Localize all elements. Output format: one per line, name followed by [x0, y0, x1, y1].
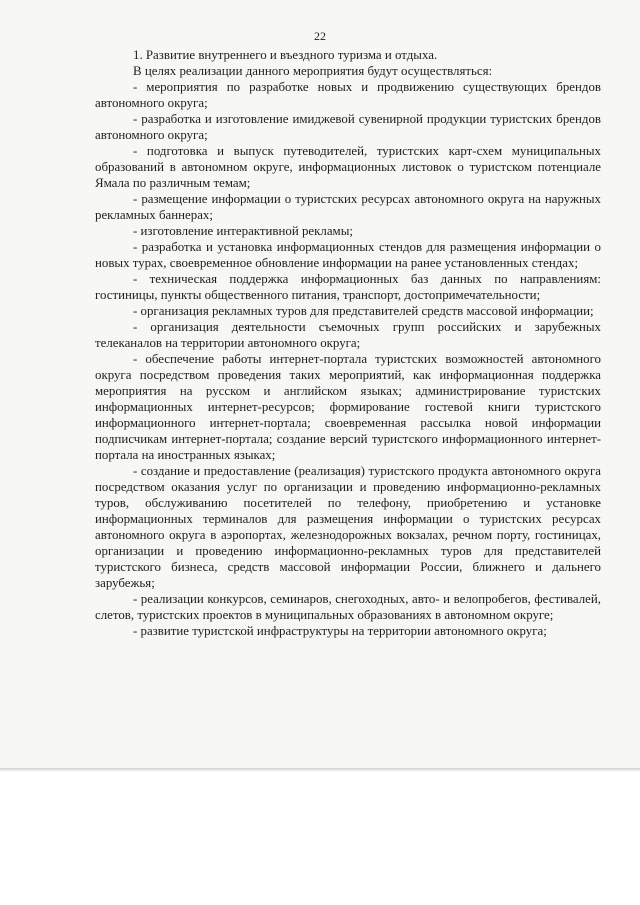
paragraph: - развитие туристской инфраструктуры на территории автономного округа; — [133, 624, 547, 638]
document-body — [95, 47, 601, 639]
paragraph: - мероприятия по разработке новых и продвижению существующих брендов автономного округа; — [95, 80, 601, 110]
paragraph: - техническая поддержка информационных баз данных по направлениям: гостиницы, пункты общественного питания, транспорт, достопримечательности; — [95, 272, 601, 302]
scan-edge — [0, 768, 640, 772]
page-number: 22 — [314, 29, 326, 43]
paragraph: - подготовка и выпуск путеводителей, туристских карт-схем муниципальных образований в автономном округе, информационных листовок о туристском потенциале Ямала по различным темам; — [95, 144, 601, 190]
paragraph: - изготовление интерактивной рекламы; — [133, 224, 353, 238]
paragraph: - организация рекламных туров для представителей средств массовой информации; — [133, 304, 594, 318]
paragraph: - реализации конкурсов, семинаров, снегоходных, авто- и велопробегов, фестивалей, слетов, туристских проектов в муниципальных образованиях в автономном округе; — [95, 592, 601, 622]
paragraph: - организация деятельности съемочных групп российских и зарубежных телеканалов на территории автономного округа; — [95, 320, 601, 350]
paragraph: 1. Развитие внутреннего и въездного туризма и отдыха. — [133, 48, 438, 62]
paragraph: - размещение информации о туристских ресурсах автономного округа на наружных рекламных баннерах; — [95, 192, 601, 222]
paragraph: - разработка и установка информационных стендов для размещения информации о новых турах, своевременное обновление информации на ранее установленных стендах; — [95, 240, 601, 270]
paragraph: В целях реализации данного мероприятия будут осуществляться: — [133, 64, 493, 78]
paragraph: - разработка и изготовление имиджевой сувенирной продукции туристских брендов автономного округа; — [95, 112, 601, 142]
paragraph: - создание и предоставление (реализация) туристского продукта автономного округа посредством оказания услуг по организации и проведению информационно-рекламных туров, обслуживанию посетителей по телефону, приобретению и установке информационных терминалов для размещения информации о туристских ресурсах автономного округа в аэропортах, железнодорожных вокзалах, речном порту, гостиницах, организации и проведению информационно-рекламных туров для представителей туристского бизнеса, средств массовой информации России, ближнего и дальнего зарубежья; — [95, 464, 601, 590]
paragraph: - обеспечение работы интернет-портала туристских возможностей автономного округа посредством проведения таких мероприятий, как информационная поддержка мероприятия на русском и английском языках; администрирование туристских информационных интернет-ресурсов; формирование гостевой книги туристского информационного интернет-портала; своевременная рассылка новой информации подписчикам интернет-портала; создание версий туристского информационного интернет-портала на иностранных языках; — [95, 352, 601, 462]
